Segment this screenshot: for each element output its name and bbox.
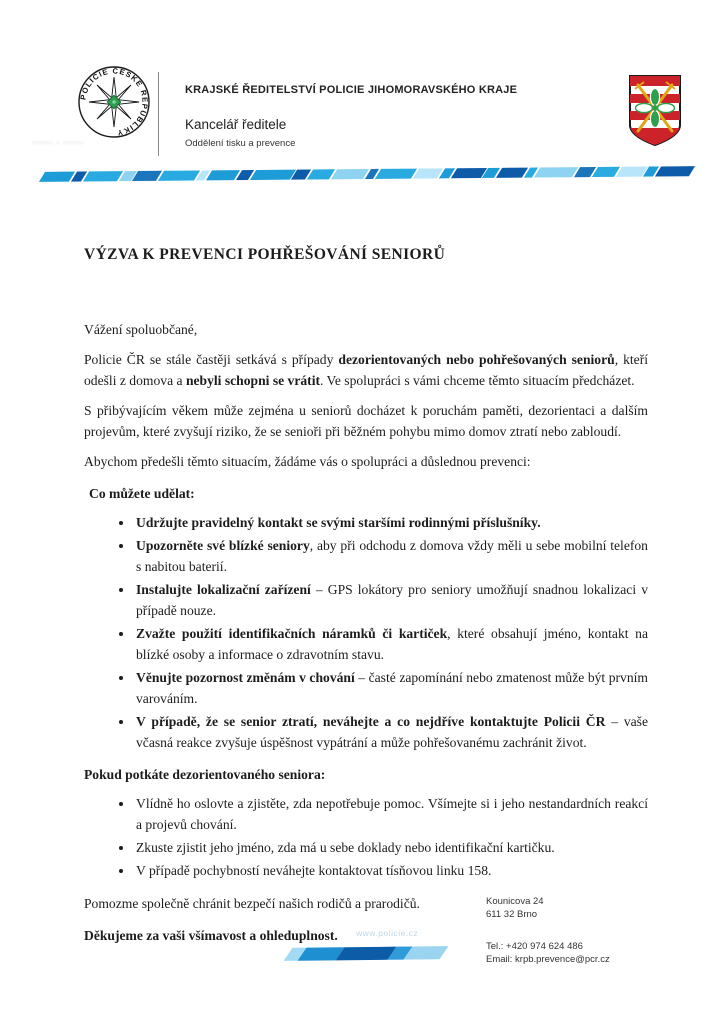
closing-line: Pomozme společně chránit bezpečí našich rodičů a prarodičů. [84,896,420,911]
section1-list [84,512,648,753]
office-name: Kancelář ředitele [185,117,287,132]
thanks-line: Děkujeme za vaši všímavost a ohleduplnost. [84,928,338,943]
department-name: Oddělení tisku a prevence [185,138,296,149]
organization-title: KRAJSKÉ ŘEDITELSTVÍ POLICIE JIHOMORAVSKÉHO KRAJE [185,84,518,96]
scan-bleed-artifact: ▪▪▪▪▪▪ ▪ ▪▪▪▪▪▪ [32,138,84,149]
header-band [42,166,694,182]
section2-heading: Pokud potkáte dezorientovaného seniora: [84,767,326,782]
list-item: • V případě, že se senior ztratí, neváhejte a co nejdříve kontaktujte Policii ČR – vaše včasná reakce zvyšuje úspěšnost vypátrání a může pohřešovanému zachránit život. [134,711,648,753]
salutation: Vážení spoluobčané, [84,322,198,337]
list-item: • V případě pochybností neváhejte kontaktovat tísňovou linku 158. [134,860,648,881]
section2-list [84,793,648,881]
regional-coat-of-arms-icon [627,73,683,149]
seal-ring-text: POLICIE ČESKÉ REPUBLIKY [78,66,150,138]
list-item: • Věnujte pozornost změnám v chování – časté zapomínání nebo zmatenost může být prvním varováním. [134,667,648,709]
list-item: • Udržujte pravidelný kontakt se svými staršími rodinnými příslušníky. [134,512,648,533]
list-item: • Zkuste zjistit jeho jméno, zda má u sebe doklady nebo identifikační kartičku. [134,837,648,858]
footer-address [486,895,544,921]
paragraph-aging: S přibývajícím věkem může zejména u seniorů docházet k poruchám paměti, dezorientaci a dalším projevům, které zvyšují riziko, že se senioři při běžném pohybu mimo domov ztratí nebo zabloudí. [84,403,648,439]
phone-line: Tel.: +420 974 624 486 [486,941,583,952]
document-title: VÝZVA K PREVENCI POHŘEŠOVÁNÍ SENIORŮ [84,246,446,263]
header-divider [158,72,159,156]
police-seal-icon [76,64,152,140]
website-watermark: www.policie.cz [356,928,419,938]
list-item: • Zvažte použití identifikačních náramků či kartiček, které obsahují jméno, kontakt na blízké osoby a informace o zdravotním stavu. [134,623,648,665]
list-item: • Vlídně ho oslovte a zjistěte, zda nepotřebuje pomoc. Všímejte si i jeho nestandardních reakcí a projevů chování. [134,793,648,835]
section1-heading: Co můžete udělat: [89,486,195,501]
footer-stripe [288,946,444,961]
paragraph-ask: Abychom předešli těmto situacím, žádáme vás o spolupráci a důslednou prevenci: [84,454,531,469]
list-item: • Upozorněte své blízké seniory, aby při odchodu z domova vždy měli u sebe mobilní telefon s nabitou baterií. [134,535,648,577]
list-item: • Instalujte lokalizační zařízení – GPS lokátory pro seniory umožňují snadnou lokalizaci v případě nouze. [134,579,648,621]
paragraph-intro: Policie ČR se stále častěji setkává s případy dezorientovaných nebo pohřešovaných seniorů, kteří odešli z domova a nebyli schopni se vrátit. Ve spolupráci s vámi chceme těmto situacím předcházet. [84,352,649,388]
letter-body [84,244,648,946]
address-city: 611 32 Brno [486,909,538,920]
address-street: Kounicova 24 [486,896,544,907]
footer-contact [486,940,610,966]
email-line: Email: krpb.prevence@pcr.cz [486,954,610,965]
